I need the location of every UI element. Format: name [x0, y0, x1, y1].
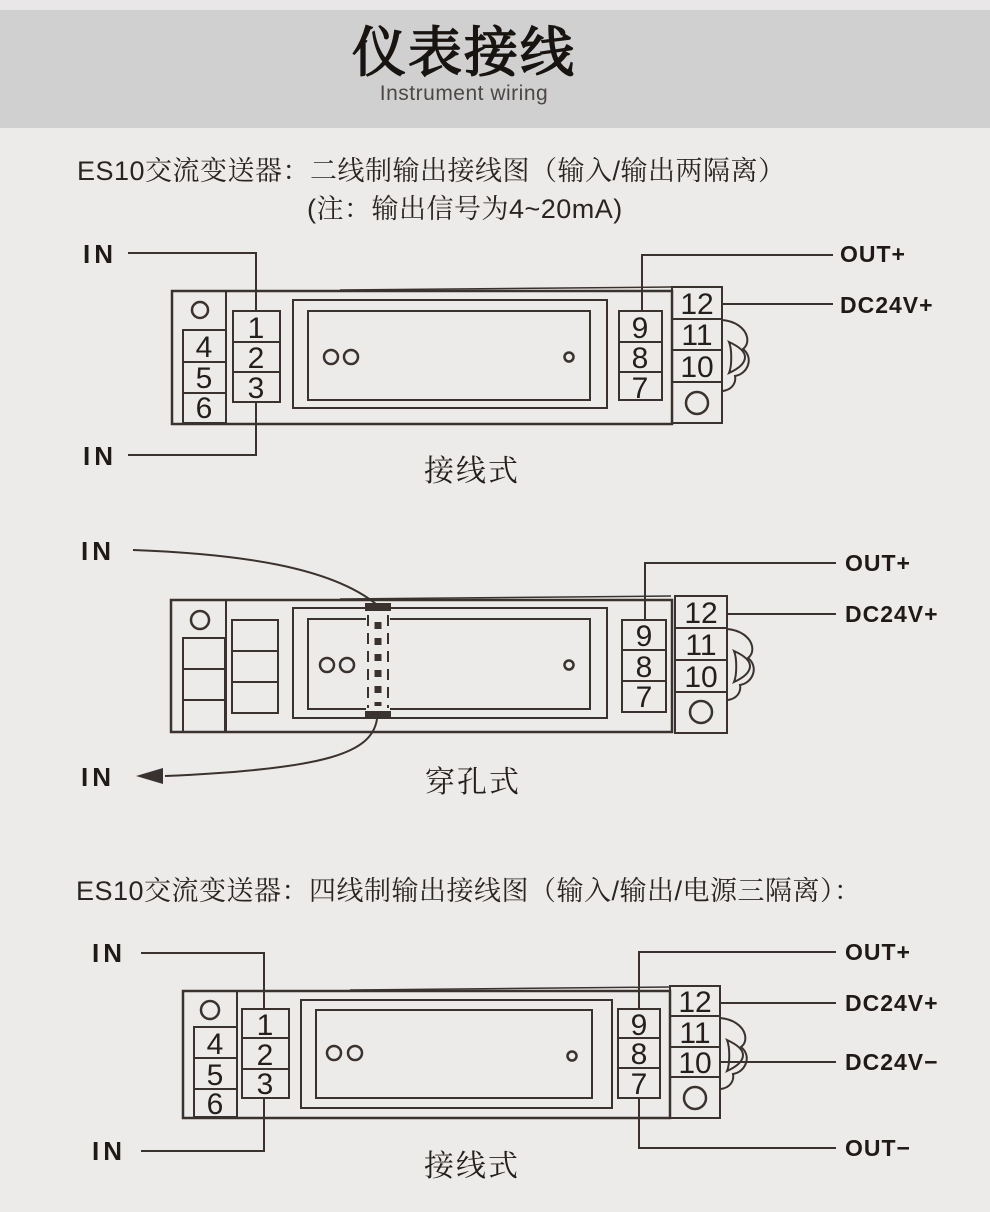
face-led-hole — [568, 1052, 577, 1061]
terminal-12: 12 — [684, 597, 718, 630]
terminal-10: 10 — [684, 661, 718, 694]
out-plus-label: OUT+ — [845, 939, 911, 965]
in-top-label: IN — [83, 239, 117, 269]
face-led-hole — [565, 661, 574, 670]
terminal-10: 10 — [678, 1047, 712, 1080]
through-hole-type-caption: 穿孔式 — [425, 766, 521, 799]
mounting-hole — [201, 1001, 219, 1019]
two-wire-note: (注：输出信号为4~20mA) — [307, 194, 623, 224]
out-plus-label: OUT+ — [840, 241, 906, 267]
power-terminal-block — [672, 287, 722, 423]
terminal-8: 8 — [635, 651, 653, 684]
input-terminal-block — [233, 311, 280, 405]
terminal-6: 6 — [206, 1088, 224, 1121]
out-plus-wire — [639, 952, 836, 1009]
page-title: 仪表接线 — [352, 23, 576, 83]
face-hole-right — [340, 658, 354, 672]
input-terminal-block-unnumbered — [232, 620, 278, 713]
in-top-wire — [141, 953, 264, 1009]
in-top-wire — [128, 253, 256, 311]
din-rail-clip — [722, 320, 749, 391]
terminal-12: 12 — [680, 288, 714, 321]
wires — [141, 952, 836, 1151]
mounting-hole — [191, 611, 209, 629]
body-bevel-line — [350, 987, 669, 990]
top-strip — [0, 0, 990, 10]
terminal-7: 7 — [630, 1068, 648, 1101]
power-terminal-block — [675, 596, 727, 733]
in-bottom-wire — [128, 402, 256, 455]
body-bevel-line — [340, 596, 671, 599]
two-wire-through-hole-diagram — [60, 518, 960, 810]
terminal-3: 3 — [247, 372, 265, 405]
block-hole — [684, 1087, 706, 1109]
through-hole-channel — [365, 603, 391, 719]
output-terminal-block — [618, 1009, 660, 1101]
terminal-1: 1 — [247, 312, 265, 345]
channel-top-cap — [365, 603, 391, 611]
terminal-8: 8 — [631, 342, 649, 375]
face-hole-right — [344, 350, 358, 364]
terminal-1: 1 — [256, 1009, 274, 1042]
in-top-label: IN — [81, 536, 115, 566]
body-bevel-line — [340, 287, 671, 290]
terminal-7: 7 — [635, 681, 653, 714]
wires — [133, 550, 836, 784]
in-top-wire — [133, 550, 376, 604]
face-hole-right — [348, 1046, 362, 1060]
out-plus-wire — [642, 255, 833, 311]
power-terminal-block — [670, 986, 720, 1118]
aux-terminal-block — [194, 1027, 237, 1121]
page-header-inner — [0, 24, 928, 106]
terminal-11: 11 — [679, 1017, 711, 1050]
transmitter-device — [183, 986, 747, 1121]
terminal-8: 8 — [630, 1038, 648, 1071]
mounting-hole — [192, 302, 208, 318]
out-minus-label: OUT− — [845, 1135, 911, 1161]
device-face — [293, 608, 607, 718]
face-hole-left — [327, 1046, 341, 1060]
terminal-9: 9 — [630, 1009, 648, 1042]
in-top-label: IN — [92, 938, 126, 968]
out-plus-wire — [645, 563, 836, 620]
two-wire-heading: ES10交流变送器：二线制输出接线图（输入/输出两隔离） — [77, 156, 786, 186]
four-wire-wired-diagram — [60, 928, 960, 1190]
page-header — [0, 10, 990, 128]
input-terminal-block — [242, 1009, 289, 1101]
out-minus-wire — [639, 1098, 836, 1148]
terminal-10: 10 — [680, 351, 714, 384]
aux-terminal-block-unnumbered — [183, 638, 225, 732]
transmitter-device — [171, 596, 754, 733]
dc24v-minus-label: DC24V− — [845, 1049, 939, 1075]
terminal-12: 12 — [678, 986, 712, 1019]
terminal-11: 11 — [681, 319, 713, 352]
face-hole-left — [324, 350, 338, 364]
page-subtitle: Instrument wiring — [379, 82, 549, 105]
terminal-4: 4 — [206, 1028, 224, 1061]
din-rail-clip — [727, 629, 754, 700]
dc24v-plus-label: DC24V+ — [840, 292, 934, 318]
face-hole-left — [320, 658, 334, 672]
dc24v-plus-label: DC24V+ — [845, 601, 939, 627]
in-bottom-wire — [165, 719, 377, 776]
in-bottom-label: IN — [81, 762, 115, 792]
block-hole — [686, 392, 708, 414]
out-plus-label: OUT+ — [845, 550, 911, 576]
aux-terminal-block — [183, 330, 226, 425]
terminal-6: 6 — [195, 392, 213, 425]
dc24v-plus-label: DC24V+ — [845, 990, 939, 1016]
terminal-4: 4 — [195, 331, 213, 364]
din-rail-clip — [720, 1018, 747, 1089]
terminal-5: 5 — [195, 362, 213, 395]
face-led-hole — [565, 353, 574, 362]
terminal-2: 2 — [256, 1039, 274, 1072]
device-face — [293, 300, 607, 408]
channel-bottom-cap — [365, 711, 391, 719]
in-bottom-label: IN — [92, 1136, 126, 1166]
terminal-11: 11 — [685, 629, 717, 662]
terminal-7: 7 — [631, 372, 649, 405]
arrowhead — [136, 768, 163, 784]
block-hole — [690, 701, 712, 723]
output-terminal-block — [622, 620, 666, 714]
terminal-9: 9 — [635, 620, 653, 653]
terminal-5: 5 — [206, 1059, 224, 1092]
output-terminal-block — [619, 311, 662, 405]
in-bottom-wire — [141, 1098, 264, 1151]
terminal-3: 3 — [256, 1068, 274, 1101]
wired-type-caption: 接线式 — [424, 455, 520, 488]
transmitter-device — [172, 287, 749, 425]
wired-type-caption: 接线式 — [424, 1150, 520, 1183]
terminal-2: 2 — [247, 342, 265, 375]
two-wire-wired-diagram — [60, 238, 960, 490]
in-bottom-label: IN — [83, 441, 117, 471]
terminal-9: 9 — [631, 312, 649, 345]
device-face — [301, 1000, 612, 1108]
four-wire-heading: ES10交流变送器：四线制输出接线图（输入/输出/电源三隔离）： — [76, 876, 862, 906]
